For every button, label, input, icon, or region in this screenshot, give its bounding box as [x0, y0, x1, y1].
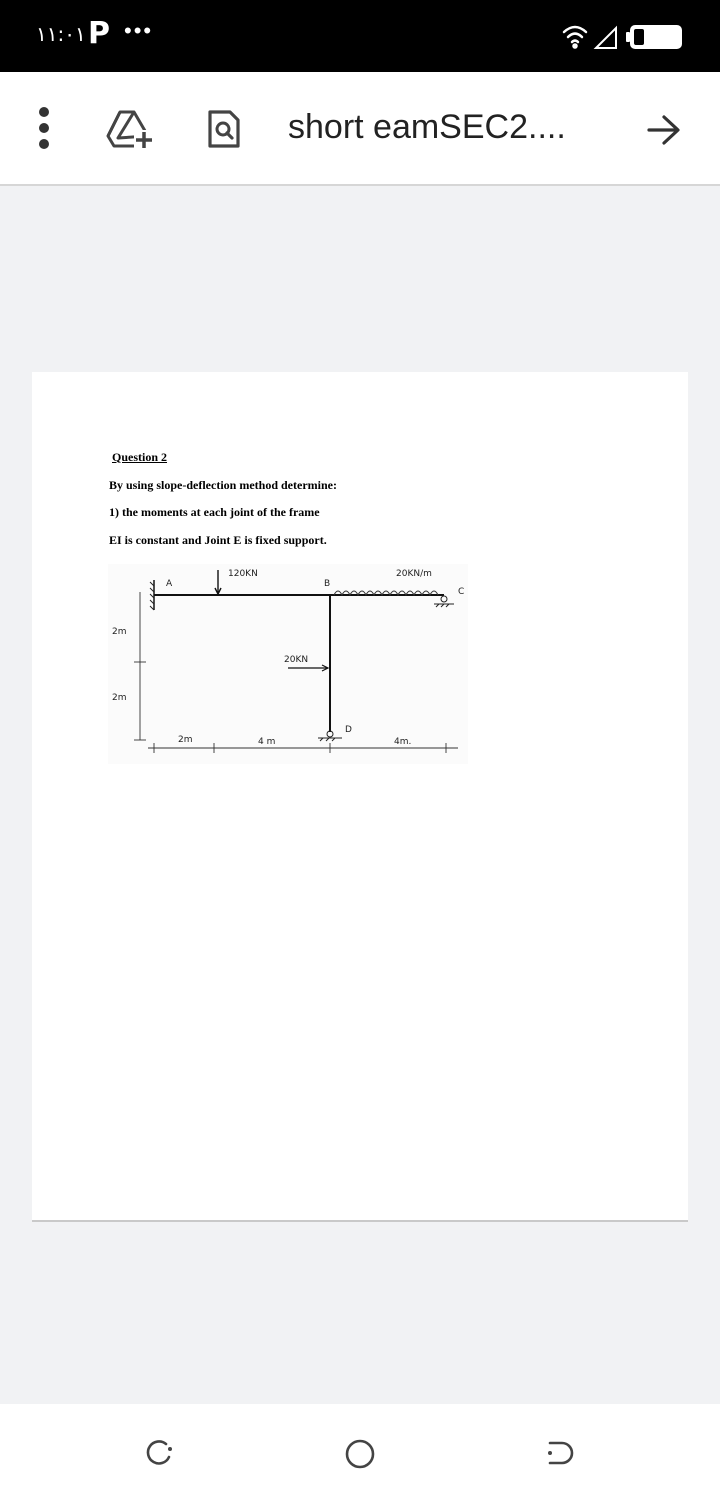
more-vert-icon[interactable]: [34, 106, 54, 150]
label-horizontal-load: 20KN: [284, 655, 309, 665]
label-dim-2m-top: 2m: [112, 627, 127, 637]
instruction-line-3: EI is constant and Joint E is fixed support.: [109, 533, 327, 547]
label-dim-span-4m-right: 4m.: [394, 737, 412, 747]
label-udl: 20KN/m: [396, 569, 432, 579]
system-navigation-bar: [0, 1404, 720, 1500]
document-title: short eamSEC2....: [288, 108, 566, 146]
label-c: C: [458, 587, 465, 597]
label-a: A: [166, 579, 173, 589]
battery-icon: [626, 25, 682, 49]
label-b: B: [324, 579, 331, 589]
more-notifications-icon: •••: [124, 18, 154, 43]
label-dim-span-4m-left: 4 m: [258, 737, 276, 747]
status-bar: [0, 0, 720, 72]
app-notification-icon: P: [88, 16, 110, 51]
recent-apps-icon[interactable]: [144, 1438, 174, 1468]
instruction-line-1: By using slope-deflection method determine:: [109, 478, 337, 492]
label-point-load: 120KN: [228, 569, 258, 579]
wifi-icon: [564, 27, 586, 48]
status-icons: [558, 20, 698, 54]
question-heading: Question 2: [112, 450, 168, 464]
home-icon[interactable]: [344, 1438, 376, 1470]
app-toolbar: [0, 72, 720, 186]
frame-diagram: [108, 564, 468, 764]
label-d: D: [345, 725, 352, 735]
instruction-line-2: 1) the moments at each joint of the frame: [109, 505, 320, 519]
forward-arrow-icon[interactable]: [646, 114, 682, 146]
document-page[interactable]: [32, 372, 688, 1222]
back-icon[interactable]: [546, 1439, 576, 1467]
search-in-document-icon[interactable]: [206, 108, 242, 150]
label-dim-span-2m: 2m: [178, 735, 193, 745]
signal-icon: [596, 28, 616, 48]
add-to-drive-icon[interactable]: [104, 108, 156, 150]
label-dim-2m-bottom: 2m: [112, 693, 127, 703]
status-time: ١١:٠١: [36, 22, 86, 46]
